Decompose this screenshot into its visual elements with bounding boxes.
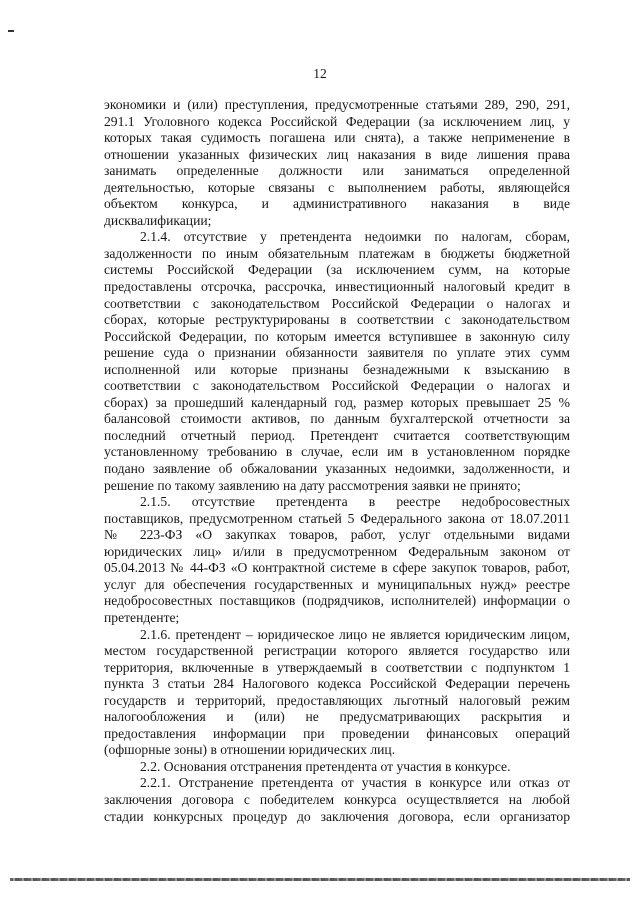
text-line: 05.04.2013 № 44-ФЗ «О контрактной системе в сфере закупок товаров, работ, [104, 560, 570, 576]
text-line: недобросовестных поставщиков (подрядчиков, исполнителей) информации о [104, 593, 570, 609]
scan-mark [8, 30, 14, 32]
text-line: предоставлены отсрочка, рассрочка, инвестиционный налоговый кредит в [104, 279, 570, 295]
document-body [104, 97, 570, 825]
text-line: экономики и (или) преступления, предусмотренные статьями 289, 290, 291, [104, 97, 570, 112]
text-line: 2.1.4. отсутствие у претендента недоимки по налогам, сборам, [140, 229, 570, 245]
text-line: пункта 3 статьи 284 Налогового кодекса Российской Федерации перечень [104, 676, 570, 692]
text-line: 2.2.1. Отстранение претендента от участия в конкурсе или отказ от [140, 775, 570, 791]
text-line: балансовой стоимости активов, по данным бухгалтерской отчетности за [104, 411, 570, 427]
text-line: отношении указанных физических лиц наказания в виде лишения права [104, 146, 570, 162]
text-line: налогообложения и (или) не предусматривающих раскрытия и [104, 709, 570, 725]
text-line: 2.1.6. претендент – юридическое лицо не является юридическим лицом, [140, 626, 570, 642]
text-line: 2.2. Основания отстранения претендента от участия в конкурсе. [140, 758, 511, 774]
text-line: стадии конкурсных процедур до заключения договора, если организатор [104, 808, 570, 824]
text-line: претенденте; [104, 609, 180, 625]
text-line: соответствии с законодательством Российской Федерации о налогах и [104, 295, 570, 311]
text-line: 2.1.5. отсутствие претендента в реестре недобросовестных [140, 494, 570, 510]
text-line: сборах) за прошедший календарный год, размер которых превышает 25 % [104, 394, 570, 410]
paragraph [104, 627, 570, 759]
text-line: подано заявление об обжаловании указанных недоимки, задолженности, и [104, 461, 570, 477]
text-line: последний отчетный период. Претендент считается соответствующим [104, 427, 570, 443]
text-line: государств и территорий, предоставляющих льготный налоговый режим [104, 692, 570, 708]
text-line: (офшорные зоны) в отношении юридических лиц. [104, 742, 396, 758]
text-line: сборах, которые реструктурированы в соответствии с законодательством [104, 312, 570, 328]
text-line: 291.1 Уголовного кодекса Российской Федерации (за исключением лиц, у [104, 113, 570, 129]
text-line: дисквалификации; [104, 212, 212, 228]
text-line: задолженности по иным обязательным платежам в бюджеты бюджетной [104, 245, 570, 261]
text-line: решение суда о признании обязанности заявителя по уплате этих сумм [104, 345, 570, 361]
paragraph [104, 97, 570, 229]
text-line: объектом конкурса, и административного наказания в виде [104, 196, 570, 212]
page-number: 12 [313, 66, 327, 81]
scan-edge-line [10, 878, 630, 881]
text-line: Российской Федерации, по которым имеется вступившее в законную силу [104, 328, 570, 344]
text-line: системы Российской Федерации (за исключением сумм, на которые [104, 262, 570, 278]
paragraph [104, 494, 570, 626]
text-line: соответствии с законодательством Российской Федерации о налогах и [104, 378, 570, 394]
text-line: заключения договора с победителем конкурса осуществляется на любой [104, 791, 570, 807]
text-line: юридических лиц» и/или в предусмотренном Федеральным законом от [104, 543, 570, 559]
paragraph [104, 759, 570, 776]
paragraph [104, 775, 570, 825]
text-line: занимать определенные должности или заниматься определенной [104, 163, 570, 179]
text-line: которых такая судимость погашена или снята), а также неприменение в [104, 130, 570, 146]
text-line: предоставления информации при проведении финансовых операций [104, 725, 570, 741]
paragraph [104, 229, 570, 494]
text-line: услуг для обеспечения государственных и муниципальных нужд» реестре [104, 576, 570, 592]
text-line: установленному требованию в случае, если им в установленном порядке [104, 444, 570, 460]
text-line: № 223-ФЗ «О закупках товаров, работ, услуг отдельными видами [104, 527, 570, 543]
text-line: исполненной или которые признаны безнадежными к взысканию в [104, 361, 570, 377]
text-line: деятельностью, которые связаны с выполнением работы, являющейся [104, 179, 570, 195]
text-line: территория, включенные в утверждаемый в соответствии с подпунктом 1 [104, 659, 570, 675]
text-line: поставщиков, предусмотренном статьей 5 Федерального закона от 18.07.2011 [104, 510, 570, 526]
text-line: местом государственной регистрации которого является государство или [104, 643, 570, 659]
text-line: решение по такому заявлению на дату рассмотрения заявки не принято; [104, 477, 521, 493]
